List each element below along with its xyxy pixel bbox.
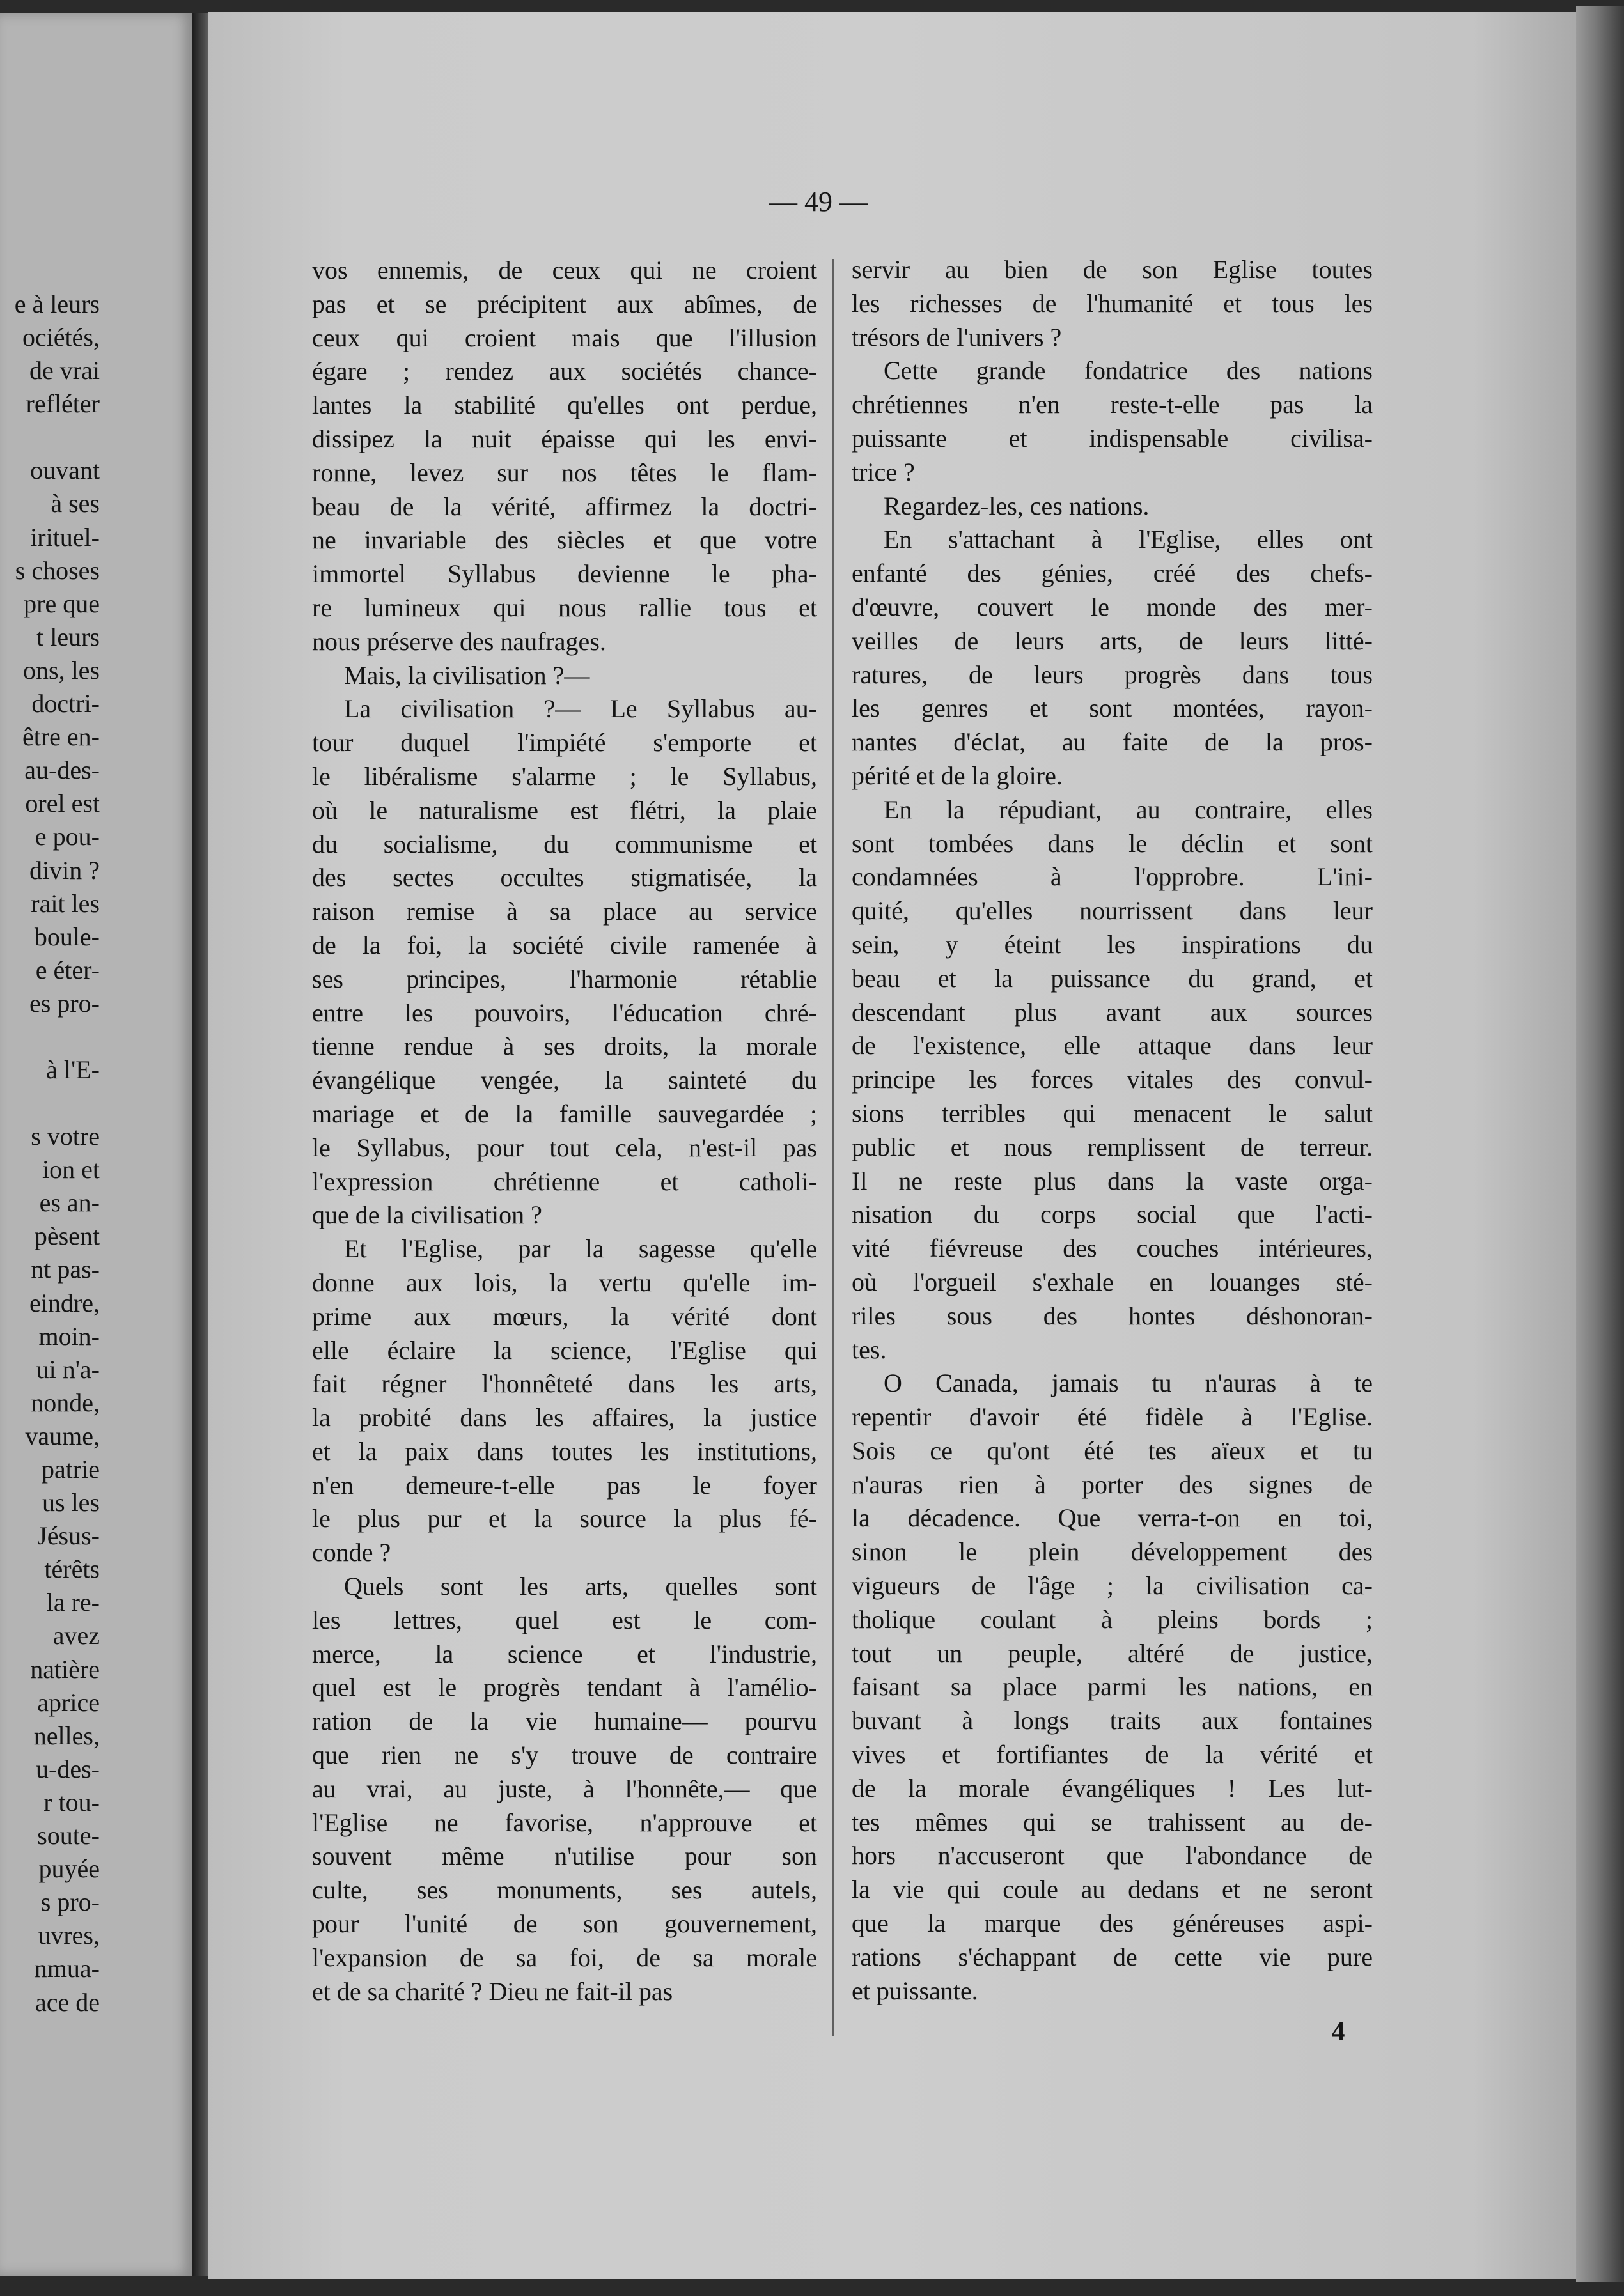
text-line: buvant à longs traits aux fontaines <box>852 1706 1373 1735</box>
text-line: Cette grande fondatrice des nations <box>884 356 1373 385</box>
text-line: le libéralisme s'alarme ; le Syllabus, <box>312 761 817 791</box>
text-line: quité, qu'elles nourrissent dans leur <box>852 896 1373 926</box>
facing-page-fragment <box>0 421 192 454</box>
text-line: beau et la puissance du grand, et <box>852 963 1373 993</box>
text-line: puissante et indispensable civilisa- <box>852 423 1373 453</box>
text-line: O Canada, jamais tu n'auras à te <box>884 1369 1373 1398</box>
facing-page-fragment: nelles, <box>33 1721 100 1750</box>
text-line: sein, y éteint les inspirations du <box>852 929 1373 959</box>
facing-page-fragment: orel est <box>25 789 100 818</box>
text-line: ratures, de leurs progrès dans tous <box>852 660 1373 689</box>
text-line: repentir d'avoir été fidèle à l'Eglise. <box>852 1402 1373 1432</box>
text-line: évangélique vengée, la sainteté du <box>312 1066 817 1095</box>
text-line: descendant plus avant aux sources <box>852 997 1373 1027</box>
facing-page-fragment: t leurs <box>36 622 100 651</box>
text-line: beau de la vérité, affirmez la doctri- <box>312 492 817 521</box>
text-line: Regardez-les, ces nations. <box>884 491 1150 520</box>
text-line: Quels sont les arts, quelles sont <box>344 1572 817 1601</box>
facing-page-fragment: puyée <box>38 1854 100 1884</box>
text-line: le plus pur et la source la plus fé- <box>312 1504 817 1533</box>
text-line: trésors de l'univers ? <box>852 322 1062 352</box>
text-line: et puissante. <box>852 1976 978 2005</box>
text-column-right <box>852 253 1373 2008</box>
text-line: le Syllabus, pour tout cela, n'est-il pas <box>312 1133 817 1162</box>
facing-page-fragment: rait les <box>31 888 100 918</box>
facing-page-fragment: aprice <box>37 1687 100 1717</box>
text-line: d'œuvre, couvert le monde des mer- <box>852 592 1373 621</box>
text-line: nous préserve des naufrages. <box>312 626 606 656</box>
text-line: fait régner l'honnêteté dans les arts, <box>312 1369 817 1399</box>
text-line: ronne, levez sur nos têtes le flam- <box>312 458 817 487</box>
facing-page-fragment: u-des- <box>36 1754 100 1783</box>
facing-page-fragment: natière <box>30 1654 100 1684</box>
facing-page-fragment: s pro- <box>40 1888 100 1917</box>
facing-page-fragment: ion et <box>42 1155 100 1184</box>
text-line: l'expression chrétienne et catholi- <box>312 1167 817 1196</box>
facing-page-fragment: Jésus- <box>37 1521 100 1551</box>
facing-page-fragment: de vrai <box>29 356 100 385</box>
facing-page-fragment: à l'E- <box>46 1055 100 1084</box>
text-line: conde ? <box>312 1538 391 1567</box>
text-line: La civilisation ?— Le Syllabus au- <box>344 694 817 724</box>
text-line: et la paix dans toutes les institutions, <box>312 1436 817 1466</box>
facing-page-fragment: nmua- <box>34 1954 100 1983</box>
text-line: re lumineux qui nous rallie tous et <box>312 593 817 622</box>
text-line: immortel Syllabus devienne le pha- <box>312 559 817 589</box>
facing-page-fragment: ons, les <box>23 655 100 685</box>
text-line: ne invariable des siècles et que votre <box>312 525 817 555</box>
text-line: sinon le plein développement des <box>852 1537 1373 1567</box>
facing-page-fragment: es an- <box>39 1188 100 1218</box>
facing-page-fragment: la re- <box>46 1588 100 1617</box>
text-line: n'en demeure-t-elle pas le foyer <box>312 1470 817 1500</box>
text-line: pour l'unité de son gouvernement, <box>312 1909 817 1939</box>
facing-page-fragment: e éter- <box>35 955 100 984</box>
text-line: culte, ses monuments, ses autels, <box>312 1875 817 1905</box>
text-line: l'expansion de sa foi, de sa morale <box>312 1943 817 1972</box>
text-line: hors n'accuseront que l'abondance de <box>852 1841 1373 1870</box>
facing-page-fragment: es pro- <box>29 988 100 1018</box>
column-divider <box>832 259 834 2036</box>
text-line: dissipez la nuit épaisse qui les envi- <box>312 424 817 453</box>
text-line: souvent même n'utilise pour son <box>312 1842 817 1871</box>
facing-page-fragment: ace de <box>35 1987 100 2017</box>
text-line: sions terribles qui menacent le salut <box>852 1098 1373 1128</box>
text-line: nisation du corps social que l'acti- <box>852 1200 1373 1229</box>
facing-page-fragment: soute- <box>37 1821 100 1850</box>
facing-page-fragment: à ses <box>51 489 100 518</box>
text-line: vigueurs de l'âge ; la civilisation ca- <box>852 1571 1373 1601</box>
text-line: vives et fortifiantes de la vérité et <box>852 1740 1373 1769</box>
text-line: Sois ce qu'ont été tes aïeux et tu <box>852 1436 1373 1465</box>
facing-page-fragment: e pou- <box>35 822 100 851</box>
facing-page-fragment: eindre, <box>29 1288 100 1317</box>
facing-page-fragment: e à leurs <box>14 290 100 318</box>
text-line: que rien ne s'y trouve de contraire <box>312 1741 817 1770</box>
text-line: chrétiennes n'en reste-t-elle pas la <box>852 390 1373 419</box>
text-line: de l'existence, elle attaque dans leur <box>852 1031 1373 1060</box>
text-line: servir au bien de son Eglise toutes <box>852 255 1373 284</box>
text-line: où l'orgueil s'exhale en louanges sté- <box>852 1267 1373 1296</box>
text-line: ses principes, l'harmonie rétablie <box>312 964 817 993</box>
text-line: la vie qui coule au dedans et ne seront <box>852 1875 1373 1904</box>
text-line: les richesses de l'humanité et tous les <box>852 288 1373 318</box>
facing-page-fragment: au-des- <box>24 756 100 785</box>
text-line: la décadence. Que verra-t-on en toi, <box>852 1503 1373 1533</box>
text-line: rations s'échappant de cette vie pure <box>852 1942 1373 1971</box>
text-line: elle éclaire la science, l'Eglise qui <box>312 1335 817 1365</box>
facing-page-fragment: refléter <box>26 389 100 419</box>
text-line: ceux qui croient mais que l'illusion <box>312 323 817 352</box>
text-line: vité fiévreuse des couches intérieures, <box>852 1234 1373 1263</box>
text-line: nantes d'éclat, au faite de la pros- <box>852 727 1373 757</box>
text-line: la probité dans les affaires, la justice <box>312 1403 817 1432</box>
facing-page-left <box>0 13 192 2276</box>
text-line: enfanté des génies, créé des chefs- <box>852 559 1373 588</box>
facing-page-fragment: irituel- <box>30 522 100 552</box>
facing-page-fragment: ociétés, <box>22 323 100 352</box>
text-line: riles sous des hontes déshonoran- <box>852 1301 1373 1330</box>
facing-page-fragment: s choses <box>15 555 100 585</box>
text-line: merce, la science et l'industrie, <box>312 1639 817 1668</box>
facing-page-fragment: vaume, <box>25 1421 100 1450</box>
text-line: du socialisme, du communisme et <box>312 829 817 858</box>
facing-page-fragment: divin ? <box>29 855 100 885</box>
text-line: les lettres, quel est le com- <box>312 1605 817 1634</box>
text-line: Mais, la civilisation ?— <box>344 660 590 690</box>
text-line: égare ; rendez aux sociétés chance- <box>312 357 817 386</box>
text-line: pas et se précipitent aux abîmes, de <box>312 289 817 318</box>
text-line: entre les pouvoirs, l'éducation chré- <box>312 998 817 1027</box>
text-line: public et nous remplissent de terreur. <box>852 1132 1373 1161</box>
text-line: que de la civilisation ? <box>312 1200 542 1230</box>
facing-page-fragment: nt pas- <box>31 1255 100 1284</box>
facing-page-fragment: s votre <box>31 1122 100 1151</box>
facing-page-fragment: ouvant <box>30 456 100 485</box>
facing-page-fragment: nonde, <box>31 1388 100 1417</box>
text-line: veilles de leurs arts, de leurs litté- <box>852 626 1373 655</box>
text-line: tour duquel l'impiété s'emporte et <box>312 728 817 757</box>
facing-page-fragment: patrie <box>41 1455 100 1484</box>
text-line: tholique coulant à pleins bords ; <box>852 1604 1373 1634</box>
text-line: raison remise à sa place au service <box>312 897 817 926</box>
text-line: Il ne reste plus dans la vaste orga- <box>852 1166 1373 1195</box>
text-line: donne aux lois, la vertu qu'elle im- <box>312 1268 817 1297</box>
text-column-left <box>312 254 817 2008</box>
page-number: — 49 — <box>769 186 868 217</box>
facing-page-fragment <box>0 1020 192 1053</box>
text-line: tout un peuple, altéré de justice, <box>852 1638 1373 1668</box>
text-line: de la morale évangéliques ! Les lut- <box>852 1773 1373 1803</box>
facing-page-fragment: être en- <box>22 722 100 752</box>
facing-page-fragment: avez <box>52 1621 100 1650</box>
facing-page-fragment: uvres, <box>38 1921 100 1950</box>
text-line: et de sa charité ? Dieu ne fait-il pas <box>312 1976 673 2006</box>
facing-page-fragment: pre que <box>24 589 100 618</box>
text-line: trice ? <box>852 457 915 486</box>
facing-page-fragment: us les <box>42 1488 100 1517</box>
text-line: sont tombées dans le déclin et sont <box>852 828 1373 858</box>
text-line: où le naturalisme est flétri, la plaie <box>312 795 817 825</box>
text-line: périté et de la gloire. <box>852 761 1063 790</box>
text-line: les genres et sont montées, rayon- <box>852 694 1373 723</box>
facing-page-fragment: boule- <box>34 922 100 951</box>
text-line: faisant sa place parmi les nations, en <box>852 1672 1373 1702</box>
text-line: prime aux mœurs, la vérité dont <box>312 1301 817 1331</box>
facing-page-fragment: moin- <box>38 1321 100 1351</box>
text-line: que la marque des généreuses aspi- <box>852 1909 1373 1938</box>
text-line: des sectes occultes stigmatisée, la <box>312 863 817 892</box>
text-line: lantes la stabilité qu'elles ont perdue, <box>312 391 817 420</box>
text-line: principe les forces vitales des convul- <box>852 1065 1373 1094</box>
text-line: condamnées à l'opprobre. L'ini- <box>852 862 1373 892</box>
text-line: quel est le progrès tendant à l'amélio- <box>312 1673 817 1702</box>
facing-page-fragment: doctri- <box>31 689 100 718</box>
text-line: n'auras rien à porter des signes de <box>852 1470 1373 1499</box>
facing-page-fragment <box>0 1087 192 1120</box>
text-line: En s'attachant à l'Eglise, elles ont <box>884 525 1373 554</box>
text-line: de la foi, la société civile ramenée à <box>312 930 817 959</box>
text-line: vos ennemis, de ceux qui ne croient <box>312 256 817 284</box>
facing-page-text <box>0 288 192 2019</box>
text-line: mariage et de la famille sauvegardée ; <box>312 1099 817 1128</box>
facing-page-fragment: r tou- <box>43 1787 100 1817</box>
page-edge-shadow <box>1576 6 1624 2282</box>
text-line: tes. <box>852 1335 887 1364</box>
text-line: tes mêmes qui se trahissent au de- <box>852 1807 1373 1836</box>
text-line: ration de la vie humaine— pourvu <box>312 1707 817 1736</box>
text-line: tienne rendue à ses droits, la morale <box>312 1032 817 1061</box>
facing-page-fragment: pèsent <box>34 1222 100 1251</box>
text-line: Et l'Eglise, par la sagesse qu'elle <box>344 1234 817 1264</box>
text-line: En la répudiant, au contraire, elles <box>884 795 1373 824</box>
facing-page-fragment: ui n'a- <box>36 1354 100 1384</box>
text-line: l'Eglise ne favorise, n'approuve et <box>312 1808 817 1837</box>
text-line: au vrai, au juste, à l'honnête,— que <box>312 1774 817 1803</box>
signature-mark: 4 <box>1331 2017 1345 2047</box>
facing-page-fragment: térêts <box>44 1555 100 1584</box>
